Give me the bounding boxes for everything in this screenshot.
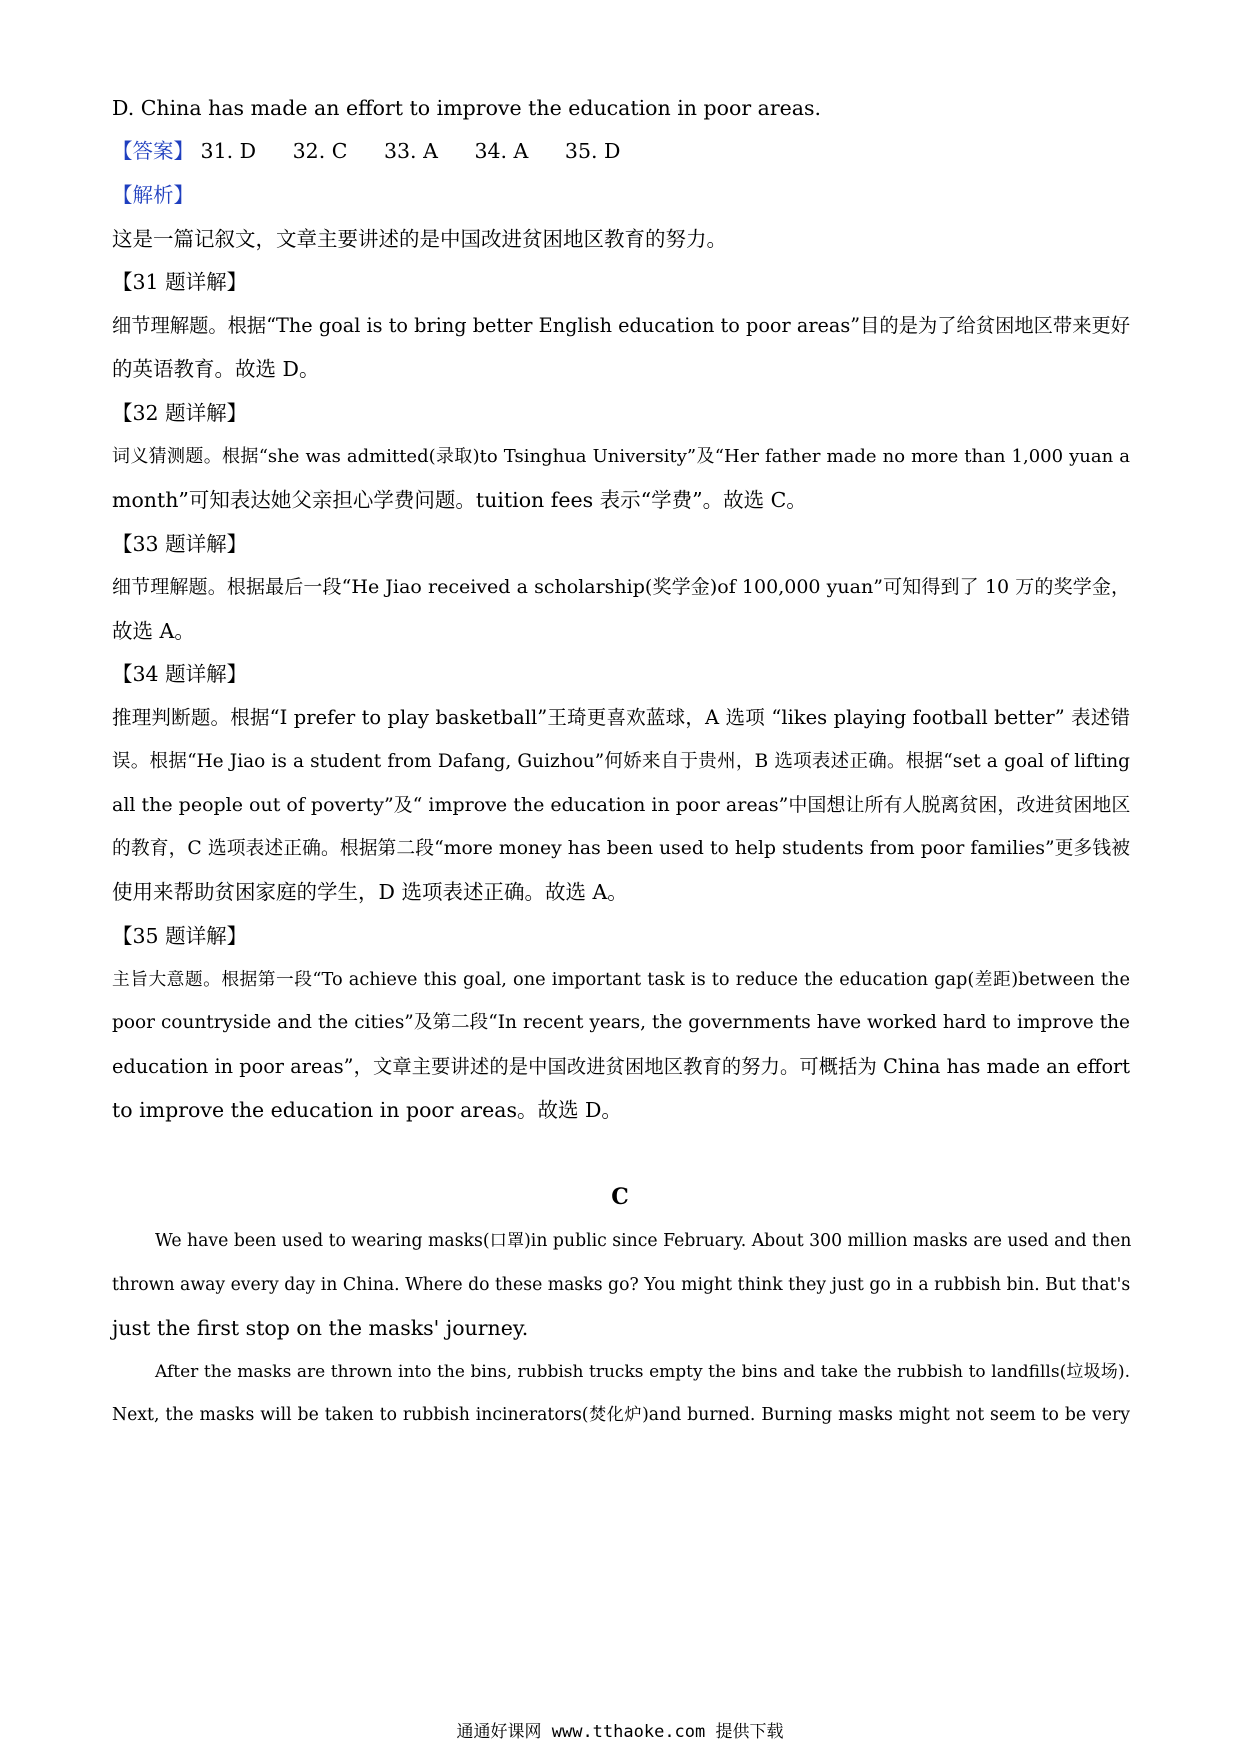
answer-33: 33. A [383, 139, 438, 163]
q32-line-2: month”可知表达她父亲担心学费问题。tuition fees 表示“学费”。故选 C。 [112, 488, 807, 512]
q35-line-4: to improve the education in poor areas。故选 D。 [112, 1098, 622, 1122]
q35-line-1: 主旨大意题。根据第一段“To achieve this goal, one important task is to reduce the education gap(差距)between the [112, 970, 1130, 990]
q31-heading: 【31 题详解】 [112, 270, 248, 294]
q34-line-4: 的教育，C 选项表述正确。根据第二段“more money has been used to help students from poor families”更多钱被 [112, 838, 1130, 859]
answer-row [112, 137, 1130, 165]
q35-heading: 【35 题详解】 [112, 924, 248, 948]
q34-line-3: all the people out of poverty”及“ improve the education in poor areas”中国想让所有人脱离贫困，改进贫困地区 [112, 794, 1131, 816]
q34-line-1: 推理判断题。根据“I prefer to play basketball”王琦更喜欢蓝球，A 选项 “likes playing football better” 表述错 [112, 706, 1130, 729]
q33-line-2: 故选 A。 [112, 619, 195, 643]
answer-34: 34. A [474, 139, 529, 163]
passage-c-p2-line-1: After the masks are thrown into the bins, rubbish trucks empty the bins and take the rubbish to landfills(垃圾场). [155, 1362, 1130, 1382]
passage-c-p2-line-2: Next, the masks will be taken to rubbish incinerators(焚化炉)and burned. Burning masks might not seem to be very [112, 1405, 1130, 1425]
q34-line-2: 误。根据“He Jiao is a student from Dafang, Guizhou”何娇来自于贵州，B 选项表述正确。根据“set a goal of lifting [112, 751, 1130, 772]
answer-31: 31. D [200, 139, 257, 163]
q32-heading: 【32 题详解】 [112, 401, 248, 425]
q33-heading: 【33 题详解】 [112, 532, 248, 556]
section-c-title: C [611, 1184, 629, 1210]
q31-line-2: 的英语教育。故选 D。 [112, 357, 320, 381]
answer-label: 【答案】 [112, 139, 194, 163]
q35-line-2: poor countryside and the cities”及第二段“In recent years, the governments have worked hard to improve the [112, 1012, 1130, 1033]
summary-text: 这是一篇记叙文，文章主要讲述的是中国改进贫困地区教育的努力。 [112, 227, 727, 251]
passage-c-p1-line-1: We have been used to wearing masks(口罩)in public since February. About 300 million masks are used and then [155, 1231, 1132, 1251]
q32-line-1: 词义猜测题。根据“she was admitted(录取)to Tsinghua University”及“Her father made no more than 1,000 yuan a [112, 446, 1130, 467]
passage-c-p1-line-3: just the first stop on the masks' journey. [112, 1316, 529, 1340]
analysis-label: 【解析】 [112, 183, 194, 207]
q31-line-1: 细节理解题。根据“The goal is to bring better English education to poor areas”目的是为了给贫困地区带来更好 [112, 314, 1130, 337]
page-footer: 通通好课网 www.tthaoke.com 提供下载 [456, 1722, 784, 1742]
answer-32: 32. C [292, 139, 348, 163]
answer-35: 35. D [564, 139, 621, 163]
q33-line-1: 细节理解题。根据最后一段“He Jiao received a scholarship(奖学金)of 100,000 yuan”可知得到了 10 万的奖学金， [112, 576, 1130, 598]
q34-line-5: 使用来帮助贫困家庭的学生，D 选项表述正确。故选 A。 [112, 880, 628, 904]
option-d-line: D. China has made an effort to improve the education in poor areas. [112, 96, 822, 120]
passage-c-p1-line-2: thrown away every day in China. Where do these masks go? You might think they just go in a rubbish bin. But that's [112, 1275, 1131, 1295]
q35-line-3: education in poor areas”，文章主要讲述的是中国改进贫困地区教育的努力。可概括为 China has made an effort [112, 1055, 1130, 1078]
q34-heading: 【34 题详解】 [112, 662, 248, 686]
